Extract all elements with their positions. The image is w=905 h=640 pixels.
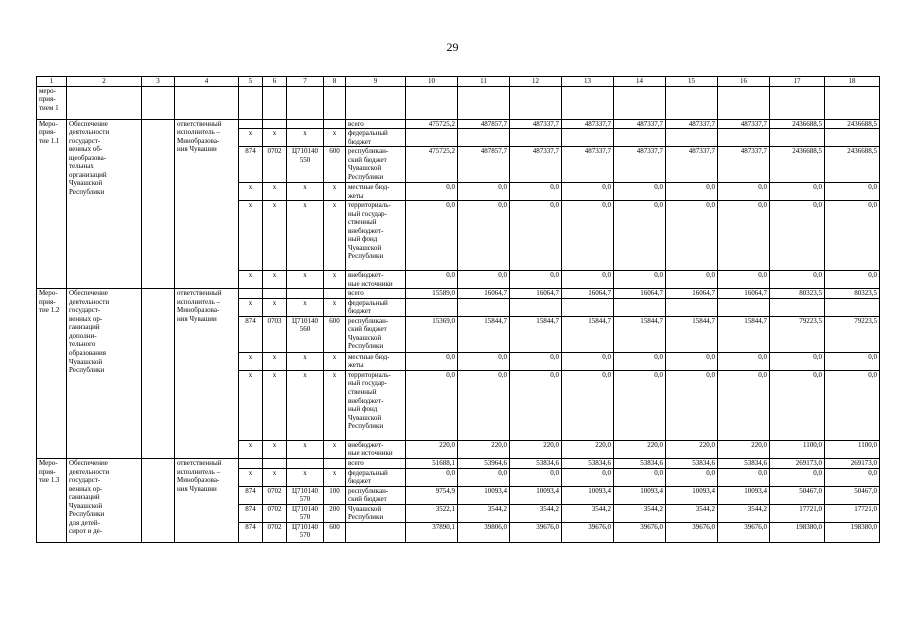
amount-cell: 0,0 <box>825 271 880 289</box>
funding-source: всего <box>346 289 406 299</box>
gov-code: 874 <box>239 316 263 352</box>
amount-cell <box>666 129 718 147</box>
amount-cell: 220,0 <box>718 440 770 458</box>
amount-cell: 15589,0 <box>406 289 458 299</box>
empty-cell <box>346 86 406 119</box>
funding-source: всего <box>346 119 406 129</box>
target-article: х <box>287 298 324 316</box>
empty-cell <box>263 86 287 119</box>
amount-cell: 15844,7 <box>666 316 718 352</box>
amount-cell: 3544,2 <box>666 504 718 522</box>
target-article: х <box>287 440 324 458</box>
amount-cell: 3544,2 <box>562 504 614 522</box>
gov-code: х <box>239 271 263 289</box>
amount-cell <box>562 129 614 147</box>
amount-cell: 0,0 <box>562 370 614 440</box>
amount-cell: 3522,1 <box>406 504 458 522</box>
target-article: х <box>287 370 324 440</box>
amount-cell: 0,0 <box>718 201 770 271</box>
section-code: 0702 <box>263 486 287 504</box>
funding-source: внебюджет- ные источники <box>346 271 406 289</box>
amount-cell: 0,0 <box>458 271 510 289</box>
amount-cell: 0,0 <box>510 468 562 486</box>
amount-cell: 487337,7 <box>666 119 718 129</box>
amount-cell: 16064,7 <box>666 289 718 299</box>
amount-cell: 15844,7 <box>510 316 562 352</box>
amount-cell: 50467,0 <box>770 486 825 504</box>
amount-cell: 15844,7 <box>614 316 666 352</box>
amount-cell: 2436688,5 <box>770 147 825 183</box>
amount-cell: 0,0 <box>770 183 825 201</box>
column-number-cell: 12 <box>510 77 562 87</box>
continuation-row <box>37 86 880 119</box>
target-article: Ц710140 570 <box>287 504 324 522</box>
column-number-cell: 4 <box>175 77 239 87</box>
page-number: 29 <box>446 40 459 54</box>
amount-cell: 0,0 <box>406 201 458 271</box>
amount-cell: 0,0 <box>718 183 770 201</box>
amount-cell: 80323,5 <box>770 289 825 299</box>
expense-group <box>324 458 346 468</box>
amount-cell: 0,0 <box>406 468 458 486</box>
empty-cell <box>67 86 142 119</box>
funding-source: местные бюд- жеты <box>346 352 406 370</box>
amount-cell: 0,0 <box>770 271 825 289</box>
empty-cell <box>825 86 880 119</box>
section-code <box>263 119 287 129</box>
amount-cell: 0,0 <box>458 352 510 370</box>
amount-cell: 475725,2 <box>406 119 458 129</box>
amount-cell: 39676,0 <box>510 522 562 542</box>
empty-cell <box>614 86 666 119</box>
expense-group: 100 <box>324 486 346 504</box>
expense-group: х <box>324 352 346 370</box>
column-number-cell: 8 <box>324 77 346 87</box>
amount-cell: 0,0 <box>562 352 614 370</box>
funding-source: федеральный бюджет <box>346 468 406 486</box>
gov-code: 874 <box>239 504 263 522</box>
section-code: 0702 <box>263 522 287 542</box>
gov-code: 874 <box>239 147 263 183</box>
amount-cell <box>510 298 562 316</box>
amount-cell: 0,0 <box>614 271 666 289</box>
amount-cell: 0,0 <box>510 271 562 289</box>
section-code: х <box>263 298 287 316</box>
amount-cell: 51688,1 <box>406 458 458 468</box>
empty-col3-cell <box>142 289 175 459</box>
amount-cell: 487337,7 <box>718 119 770 129</box>
amount-cell <box>770 298 825 316</box>
amount-cell: 0,0 <box>458 370 510 440</box>
amount-cell: 16064,7 <box>614 289 666 299</box>
funding-source: Чувашской Республики <box>346 504 406 522</box>
target-article: Ц710140 570 <box>287 486 324 504</box>
column-number-cell: 7 <box>287 77 324 87</box>
amount-cell: 39676,0 <box>666 522 718 542</box>
amount-cell: 53964,6 <box>458 458 510 468</box>
amount-cell: 17721,0 <box>825 504 880 522</box>
funding-source: федеральный бюджет <box>346 129 406 147</box>
event-code: Меро- прия- тие 1.1 <box>37 119 67 289</box>
target-article: х <box>287 271 324 289</box>
section-code: х <box>263 129 287 147</box>
amount-cell: 220,0 <box>666 440 718 458</box>
amount-cell: 79223,5 <box>825 316 880 352</box>
gov-code: х <box>239 201 263 271</box>
section-code <box>263 458 287 468</box>
amount-cell: 16064,7 <box>562 289 614 299</box>
funding-source: территориаль- ный государ- ственный внебюджет- ный фонд Чувашской Республики <box>346 370 406 440</box>
event-code: Меро- прия- тие 1.2 <box>37 289 67 459</box>
amount-cell: 487337,7 <box>510 119 562 129</box>
executor: ответственный исполнитель – Минобразова- ния Чувашии <box>175 119 239 289</box>
amount-cell: 0,0 <box>406 183 458 201</box>
funding-source: республикан- ский бюджет <box>346 486 406 504</box>
section-code: х <box>263 370 287 440</box>
empty-cell <box>666 86 718 119</box>
target-article: х <box>287 352 324 370</box>
amount-cell: 0,0 <box>770 370 825 440</box>
amount-cell: 15844,7 <box>458 316 510 352</box>
amount-cell: 0,0 <box>718 370 770 440</box>
target-article: х <box>287 201 324 271</box>
column-number-row <box>37 77 880 87</box>
amount-cell <box>614 298 666 316</box>
event-name: Обеспечение деятельности государст- венных ор- ганизаций Чувашской Республики для детей- сирот и де- <box>67 458 142 542</box>
amount-cell: 0,0 <box>718 352 770 370</box>
amount-cell: 487857,7 <box>458 147 510 183</box>
amount-cell: 487337,7 <box>614 147 666 183</box>
amount-cell: 0,0 <box>825 468 880 486</box>
expense-group: х <box>324 440 346 458</box>
column-number-cell: 15 <box>666 77 718 87</box>
event-name: Обеспечение деятельности государст- венных ор- ганизаций дополни- тельного образования Чувашской Республики <box>67 289 142 459</box>
table-row <box>37 289 880 299</box>
amount-cell <box>562 298 614 316</box>
amount-cell: 0,0 <box>458 201 510 271</box>
amount-cell: 0,0 <box>825 183 880 201</box>
column-number-cell: 3 <box>142 77 175 87</box>
empty-col3-cell <box>142 458 175 542</box>
amount-cell: 10093,4 <box>562 486 614 504</box>
amount-cell: 487337,7 <box>666 147 718 183</box>
expense-group: х <box>324 183 346 201</box>
amount-cell: 487337,7 <box>510 147 562 183</box>
amount-cell: 0,0 <box>825 370 880 440</box>
amount-cell: 0,0 <box>666 201 718 271</box>
expense-group: х <box>324 298 346 316</box>
amount-cell: 10093,4 <box>510 486 562 504</box>
target-article: Ц710140 570 <box>287 522 324 542</box>
gov-code: х <box>239 468 263 486</box>
amount-cell: 487337,7 <box>614 119 666 129</box>
section-code: х <box>263 440 287 458</box>
amount-cell: 39676,0 <box>562 522 614 542</box>
amount-cell: 0,0 <box>718 271 770 289</box>
column-number-cell: 11 <box>458 77 510 87</box>
executor: ответственный исполнитель – Минобразова- ния Чувашии <box>175 289 239 459</box>
section-code: х <box>263 201 287 271</box>
gov-code: х <box>239 129 263 147</box>
empty-cell <box>287 86 324 119</box>
amount-cell: 269173,0 <box>825 458 880 468</box>
column-number-cell: 13 <box>562 77 614 87</box>
amount-cell: 220,0 <box>458 440 510 458</box>
gov-code: х <box>239 183 263 201</box>
amount-cell: 80323,5 <box>825 289 880 299</box>
section-code: х <box>263 468 287 486</box>
amount-cell: 53834,6 <box>718 458 770 468</box>
amount-cell: 0,0 <box>510 352 562 370</box>
amount-cell: 475725,2 <box>406 147 458 183</box>
amount-cell: 0,0 <box>770 352 825 370</box>
column-number-cell: 17 <box>770 77 825 87</box>
section-code: 0703 <box>263 316 287 352</box>
funding-source: республикан- ский бюджет Чувашской Республики <box>346 316 406 352</box>
amount-cell: 53834,6 <box>614 458 666 468</box>
amount-cell: 0,0 <box>614 201 666 271</box>
amount-cell: 3544,2 <box>510 504 562 522</box>
expense-group: х <box>324 370 346 440</box>
funding-source: территориаль- ный государ- ственный внебюджет- ный фонд Чувашской Республики <box>346 201 406 271</box>
empty-cell <box>458 86 510 119</box>
target-article: х <box>287 183 324 201</box>
amount-cell <box>825 129 880 147</box>
amount-cell: 0,0 <box>614 352 666 370</box>
funding-source <box>346 522 406 542</box>
amount-cell: 0,0 <box>614 370 666 440</box>
expense-group: х <box>324 129 346 147</box>
funding-source: федеральный бюджет <box>346 298 406 316</box>
amount-cell: 10093,4 <box>458 486 510 504</box>
section-code: 0702 <box>263 147 287 183</box>
amount-cell: 0,0 <box>666 468 718 486</box>
target-article: Ц710140 550 <box>287 147 324 183</box>
expense-group: х <box>324 201 346 271</box>
column-number-cell: 6 <box>263 77 287 87</box>
funding-source: всего <box>346 458 406 468</box>
amount-cell <box>614 129 666 147</box>
target-article <box>287 289 324 299</box>
gov-code: 874 <box>239 522 263 542</box>
amount-cell <box>406 129 458 147</box>
amount-cell: 17721,0 <box>770 504 825 522</box>
empty-cell <box>406 86 458 119</box>
expense-group <box>324 289 346 299</box>
amount-cell: 0,0 <box>614 183 666 201</box>
amount-cell: 15369,0 <box>406 316 458 352</box>
amount-cell: 0,0 <box>718 468 770 486</box>
budget-table <box>36 76 880 543</box>
amount-cell: 0,0 <box>510 370 562 440</box>
gov-code <box>239 119 263 129</box>
table-row <box>37 458 880 468</box>
amount-cell: 53834,6 <box>666 458 718 468</box>
amount-cell: 0,0 <box>666 271 718 289</box>
amount-cell: 220,0 <box>562 440 614 458</box>
empty-cell <box>142 86 175 119</box>
amount-cell: 15844,7 <box>562 316 614 352</box>
column-number-cell: 10 <box>406 77 458 87</box>
event-name: Обеспечение деятельности государст- венных об- щеобразова- тельных организаций Чувашской Республики <box>67 119 142 289</box>
amount-cell: 16064,7 <box>718 289 770 299</box>
amount-cell: 0,0 <box>825 201 880 271</box>
amount-cell: 10093,4 <box>666 486 718 504</box>
target-article: Ц710140 560 <box>287 316 324 352</box>
section-code: х <box>263 183 287 201</box>
amount-cell: 0,0 <box>510 183 562 201</box>
expense-group: х <box>324 468 346 486</box>
section-code: х <box>263 352 287 370</box>
expense-group: 600 <box>324 147 346 183</box>
amount-cell: 0,0 <box>562 183 614 201</box>
section-code <box>263 289 287 299</box>
continued-event-label: меро- прия- тием 1 <box>37 86 67 119</box>
funding-source: местные бюд- жеты <box>346 183 406 201</box>
amount-cell: 0,0 <box>406 352 458 370</box>
funding-source: республикан- ский бюджет Чувашской Республики <box>346 147 406 183</box>
amount-cell: 39676,0 <box>718 522 770 542</box>
amount-cell: 50467,0 <box>825 486 880 504</box>
amount-cell <box>718 129 770 147</box>
amount-cell: 3544,2 <box>458 504 510 522</box>
amount-cell: 1100,0 <box>770 440 825 458</box>
amount-cell: 487337,7 <box>562 147 614 183</box>
amount-cell: 198380,0 <box>825 522 880 542</box>
amount-cell: 39676,0 <box>614 522 666 542</box>
amount-cell: 10093,4 <box>614 486 666 504</box>
amount-cell: 16064,7 <box>510 289 562 299</box>
column-number-cell: 14 <box>614 77 666 87</box>
amount-cell: 2436688,5 <box>825 119 880 129</box>
target-article: х <box>287 129 324 147</box>
amount-cell: 0,0 <box>562 201 614 271</box>
expense-group: 200 <box>324 504 346 522</box>
amount-cell: 0,0 <box>770 201 825 271</box>
column-number-cell: 9 <box>346 77 406 87</box>
amount-cell: 16064,7 <box>458 289 510 299</box>
amount-cell: 53834,6 <box>562 458 614 468</box>
amount-cell: 1100,0 <box>825 440 880 458</box>
amount-cell: 0,0 <box>666 370 718 440</box>
amount-cell: 3544,2 <box>614 504 666 522</box>
empty-cell <box>510 86 562 119</box>
amount-cell: 487857,7 <box>458 119 510 129</box>
amount-cell: 269173,0 <box>770 458 825 468</box>
gov-code: х <box>239 352 263 370</box>
target-article: х <box>287 468 324 486</box>
gov-code <box>239 289 263 299</box>
amount-cell <box>666 298 718 316</box>
amount-cell <box>718 298 770 316</box>
amount-cell: 9754,9 <box>406 486 458 504</box>
column-number-cell: 1 <box>37 77 67 87</box>
amount-cell: 39806,0 <box>458 522 510 542</box>
empty-cell <box>324 86 346 119</box>
amount-cell: 220,0 <box>510 440 562 458</box>
amount-cell: 3544,2 <box>718 504 770 522</box>
amount-cell: 0,0 <box>562 271 614 289</box>
amount-cell: 0,0 <box>458 183 510 201</box>
amount-cell: 0,0 <box>458 468 510 486</box>
amount-cell <box>825 298 880 316</box>
column-number-cell: 2 <box>67 77 142 87</box>
column-number-cell: 5 <box>239 77 263 87</box>
empty-cell <box>562 86 614 119</box>
event-code: Меро- прия- тие 1.3 <box>37 458 67 542</box>
empty-col3-cell <box>142 119 175 289</box>
amount-cell: 37890,1 <box>406 522 458 542</box>
amount-cell: 0,0 <box>825 352 880 370</box>
amount-cell: 15844,7 <box>718 316 770 352</box>
expense-group <box>324 119 346 129</box>
amount-cell: 0,0 <box>510 201 562 271</box>
amount-cell: 0,0 <box>562 468 614 486</box>
amount-cell: 487337,7 <box>562 119 614 129</box>
amount-cell <box>458 298 510 316</box>
amount-cell <box>770 129 825 147</box>
gov-code: х <box>239 298 263 316</box>
expense-group: 600 <box>324 316 346 352</box>
amount-cell: 2436688,5 <box>770 119 825 129</box>
gov-code: х <box>239 370 263 440</box>
funding-source: внебюджет- ные источники <box>346 440 406 458</box>
amount-cell: 0,0 <box>406 271 458 289</box>
empty-cell <box>239 86 263 119</box>
amount-cell: 0,0 <box>666 183 718 201</box>
amount-cell: 0,0 <box>666 352 718 370</box>
gov-code <box>239 458 263 468</box>
amount-cell: 53834,6 <box>510 458 562 468</box>
amount-cell <box>510 129 562 147</box>
amount-cell: 0,0 <box>406 370 458 440</box>
empty-cell <box>175 86 239 119</box>
amount-cell <box>406 298 458 316</box>
expense-group: 600 <box>324 522 346 542</box>
amount-cell: 0,0 <box>770 468 825 486</box>
amount-cell: 487337,7 <box>718 147 770 183</box>
amount-cell: 10093,4 <box>718 486 770 504</box>
amount-cell <box>458 129 510 147</box>
gov-code: х <box>239 440 263 458</box>
column-number-cell: 18 <box>825 77 880 87</box>
executor: ответственный исполнитель – Минобразова- ния Чувашии <box>175 458 239 542</box>
empty-cell <box>770 86 825 119</box>
empty-cell <box>718 86 770 119</box>
expense-group: х <box>324 271 346 289</box>
section-code: х <box>263 271 287 289</box>
amount-cell: 198380,0 <box>770 522 825 542</box>
column-number-cell: 16 <box>718 77 770 87</box>
amount-cell: 79223,5 <box>770 316 825 352</box>
amount-cell: 2436688,5 <box>825 147 880 183</box>
table-row <box>37 119 880 129</box>
gov-code: 874 <box>239 486 263 504</box>
amount-cell: 0,0 <box>614 468 666 486</box>
target-article <box>287 458 324 468</box>
amount-cell: 220,0 <box>614 440 666 458</box>
section-code: 0702 <box>263 504 287 522</box>
amount-cell: 220,0 <box>406 440 458 458</box>
target-article <box>287 119 324 129</box>
